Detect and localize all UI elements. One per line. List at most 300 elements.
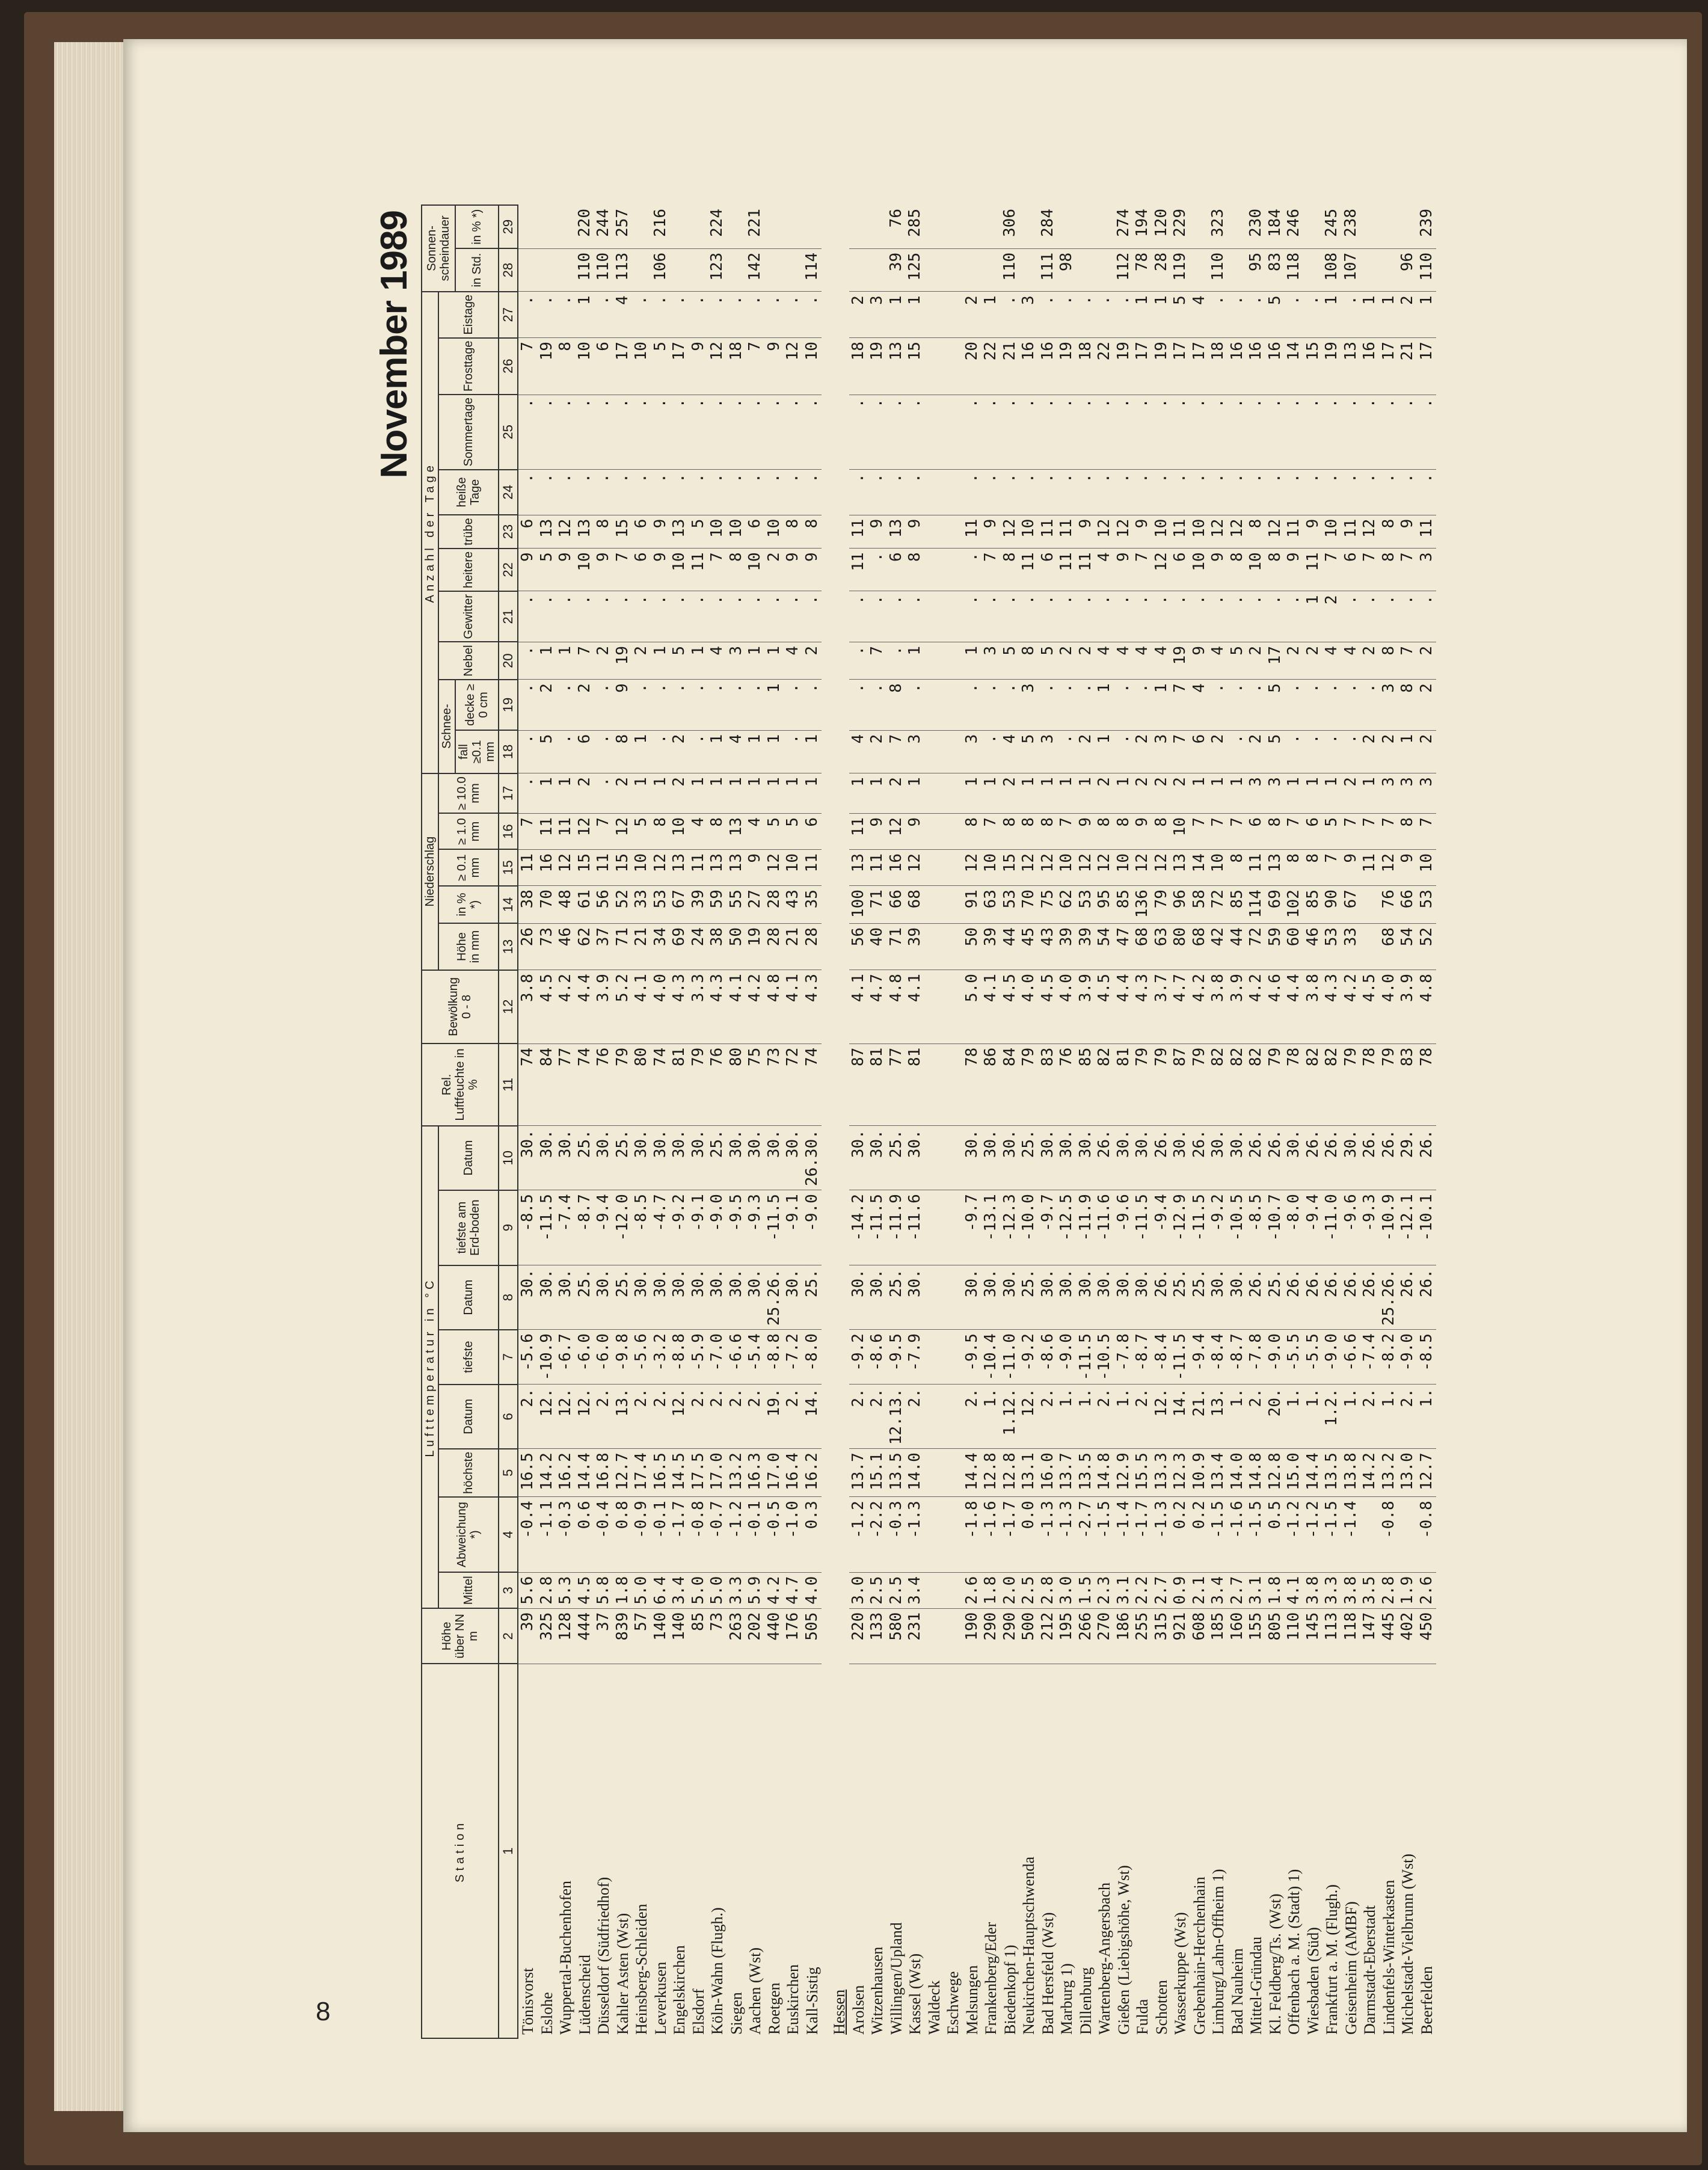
station-name: Kall-Sistig (803, 1967, 821, 2035)
table-row (906, 205, 925, 2038)
table-cell (925, 591, 944, 642)
table-cell: 13.4 (1209, 1449, 1228, 1497)
table-cell: 4.2 (556, 970, 576, 1044)
table-cell (556, 248, 576, 292)
table-cell: . (803, 470, 822, 515)
table-cell: 1.8 (613, 1572, 633, 1608)
table-cell: 8 (1039, 813, 1058, 849)
table-cell: -11.9 (887, 1190, 906, 1265)
table-cell: 118 (1342, 1608, 1361, 1664)
table-cell: 74 (803, 1044, 822, 1126)
table-cell: 13 (887, 515, 906, 549)
table-cell: 4.3 (1322, 970, 1342, 1044)
table-cell: 4.0 (1380, 970, 1399, 1044)
table-cell: 30. (538, 1265, 557, 1330)
table-cell: -8.5 (632, 1190, 651, 1265)
table-cell: . (1398, 395, 1418, 470)
table-cell: 9 (1190, 642, 1209, 679)
table-cell: 68 (1133, 923, 1152, 970)
table-cell: 79 (1190, 1044, 1209, 1126)
station-name: Lindenfels-Winterkasten (1380, 1880, 1398, 2035)
table-cell: 3 (1019, 680, 1039, 731)
table-cell: 84 (538, 1044, 557, 1126)
table-cell: 30. (1114, 1126, 1134, 1190)
table-cell (925, 886, 944, 924)
table-cell: 11 (1039, 515, 1058, 549)
table-cell: 9 (1133, 515, 1152, 549)
table-cell: 72 (1209, 886, 1228, 924)
table-cell: 0.2 (1171, 1497, 1190, 1572)
table-row (1001, 205, 1020, 2038)
table-cell: 1 (1152, 680, 1172, 731)
table-cell: . (1342, 680, 1361, 731)
table-cell: . (689, 470, 708, 515)
table-cell: 5 (689, 515, 708, 549)
table-cell: 12 (1114, 515, 1134, 549)
table-cell: . (1114, 292, 1134, 338)
table-cell: 4 (1209, 642, 1228, 679)
table-cell: 257 (613, 205, 633, 248)
table-cell: 34 (651, 923, 671, 970)
table-cell: -7.4 (556, 1190, 576, 1265)
table-cell: 30. (1209, 1126, 1228, 1190)
table-row (1209, 205, 1228, 2038)
table-cell: 4.5 (1039, 970, 1058, 1044)
table-cell: 15 (1304, 338, 1323, 395)
table-cell: 4.4 (1114, 970, 1134, 1044)
table-cell: 118 (1285, 248, 1304, 292)
table-cell: 10 (1247, 549, 1266, 591)
table-cell: . (1114, 470, 1134, 515)
table-cell: 10 (1209, 850, 1228, 886)
table-row (765, 205, 784, 2038)
table-cell: . (1228, 395, 1247, 470)
table-cell: . (803, 591, 822, 642)
table-cell: 14.2 (1360, 1449, 1380, 1497)
table-cell: 111 (1039, 248, 1058, 292)
table-cell: 9 (651, 549, 671, 591)
table-cell: 61 (576, 886, 595, 924)
table-cell: 244 (594, 205, 613, 248)
table-cell: 8 (1019, 642, 1039, 679)
col-frost: Frosttage (438, 338, 499, 395)
table-cell: 12. (1019, 1385, 1039, 1449)
table-cell: 8 (1152, 813, 1172, 849)
table-cell: 1 (708, 730, 727, 773)
table-cell: 5.0 (708, 1572, 727, 1608)
table-cell: 12 (1019, 850, 1039, 886)
table-cell: 3.8 (1304, 1572, 1323, 1608)
table-cell: 3.3 (1322, 1572, 1342, 1608)
station-name: Eslohe (538, 1992, 556, 2035)
table-cell: 30. (849, 1265, 868, 1330)
table-cell: 17 (1190, 338, 1209, 395)
table-cell (765, 205, 784, 248)
station-name: Darmstadt-Eberstadt (1361, 1905, 1378, 2035)
table-cell: 246 (1285, 205, 1304, 248)
table-cell: 120 (1152, 205, 1172, 248)
table-cell (518, 248, 538, 292)
table-cell: -7.8 (1247, 1330, 1266, 1385)
table-cell: 12 (1152, 850, 1172, 886)
table-cell (1360, 205, 1380, 248)
col-n01: ≥ 0.1 mm (438, 850, 499, 886)
table-cell: 4.7 (784, 1572, 803, 1608)
table-cell: 25. (576, 1265, 595, 1330)
table-row (868, 205, 887, 2038)
table-cell: -7.9 (906, 1330, 925, 1385)
table-cell: 839 (613, 1608, 633, 1664)
table-cell: 12. (670, 1385, 689, 1449)
table-cell: 77 (556, 1044, 576, 1126)
table-cell: 1 (1418, 292, 1437, 338)
table-cell: 9 (1398, 850, 1418, 886)
table-cell: . (906, 591, 925, 642)
table-row (963, 205, 982, 2038)
table-cell (1190, 205, 1209, 248)
table-cell: 30. (963, 1265, 982, 1330)
table-cell: 26. (1285, 1265, 1304, 1330)
table-cell: 9 (868, 515, 887, 549)
table-cell: 4 (1190, 680, 1209, 731)
table-cell: 13.3 (1152, 1449, 1172, 1497)
table-cell: -10.5 (1228, 1190, 1247, 1265)
table-cell: . (632, 292, 651, 338)
table-cell: -9.3 (1360, 1190, 1380, 1265)
table-cell: 4.1 (849, 970, 868, 1044)
table-cell: 2 (1285, 642, 1304, 679)
table-cell: 4 (784, 642, 803, 679)
table-cell: 50 (963, 923, 982, 970)
table-cell: 6 (803, 813, 822, 849)
table-cell: 1 (981, 292, 1001, 338)
table-cell: 9 (1304, 515, 1323, 549)
table-cell: -9.0 (1057, 1330, 1077, 1385)
table-cell: 8 (1001, 813, 1020, 849)
table-cell (944, 1572, 963, 1608)
table-cell: 5.6 (518, 1572, 538, 1608)
table-cell: 39 (518, 1608, 538, 1664)
table-cell: 15.5 (1133, 1449, 1152, 1497)
table-cell: 13 (1266, 850, 1285, 886)
column-number: 4 (499, 1497, 518, 1572)
table-cell: 7 (1171, 680, 1190, 731)
station-name: Biedenkopf 1) (1001, 1944, 1019, 2035)
table-cell: . (1190, 395, 1209, 470)
table-cell: 212 (1039, 1608, 1058, 1664)
table-cell: 5 (632, 813, 651, 849)
table-cell: . (784, 730, 803, 773)
table-cell: 71 (887, 923, 906, 970)
table-cell: 6 (1342, 549, 1361, 591)
table-cell: 5 (1266, 292, 1285, 338)
table-cell: 38 (518, 886, 538, 924)
table-cell: 11 (1342, 515, 1361, 549)
table-cell: . (556, 470, 576, 515)
table-cell: 62 (576, 923, 595, 970)
table-cell: -6.7 (556, 1330, 576, 1385)
table-cell: 9 (1285, 549, 1304, 591)
table-cell: 82 (1228, 1044, 1247, 1126)
table-row (689, 205, 708, 2038)
table-cell: . (689, 591, 708, 642)
table-cell: 13.1 (1019, 1449, 1039, 1497)
table-cell: 78 (1285, 1044, 1304, 1126)
table-cell: 1 (981, 773, 1001, 814)
table-cell: 290 (1001, 1608, 1020, 1664)
table-cell: . (1039, 680, 1058, 731)
table-cell: 16.0 (1039, 1449, 1058, 1497)
table-cell: 26. (1152, 1126, 1172, 1190)
table-cell: 9 (1209, 549, 1228, 591)
table-cell: . (963, 591, 982, 642)
table-cell: . (1360, 591, 1380, 642)
table-cell: 266 (1077, 1608, 1096, 1664)
table-cell: 16 (538, 850, 557, 886)
table-cell: . (906, 395, 925, 470)
table-cell: -9.0 (1398, 1330, 1418, 1385)
table-cell: . (727, 470, 746, 515)
table-cell: 2.8 (538, 1572, 557, 1608)
column-number: 6 (499, 1385, 518, 1449)
table-cell: 10 (1019, 515, 1039, 549)
table-cell: -1.6 (1228, 1497, 1247, 1572)
table-cell: 186 (1114, 1608, 1134, 1664)
table-cell: . (556, 730, 576, 773)
table-cell: 47 (1114, 923, 1134, 970)
table-cell: 110 (1001, 248, 1020, 292)
table-cell: 95 (1095, 886, 1114, 924)
table-cell: 79 (1380, 1044, 1399, 1126)
table-cell: 17 (1133, 338, 1152, 395)
station-name: Neukirchen-Hauptschwenda (1020, 1857, 1037, 2035)
col-n100: ≥ 10.0 mm (438, 773, 499, 814)
table-cell: . (1209, 470, 1228, 515)
table-cell: 3 (1152, 730, 1172, 773)
table-cell: . (576, 591, 595, 642)
table-cell: 1 (1304, 591, 1323, 642)
table-cell: 1. (1418, 1385, 1437, 1449)
table-cell: 3.8 (1209, 970, 1228, 1044)
table-cell: 1 (1228, 773, 1247, 814)
table-cell: 7 (708, 549, 727, 591)
table-cell: -9.4 (1304, 1190, 1323, 1265)
table-cell (925, 1449, 944, 1497)
table-cell: 4.8 (887, 970, 906, 1044)
table-cell: 1.9 (1398, 1572, 1418, 1608)
station-name: Wasserkuppe (Wst) (1172, 1912, 1189, 2035)
table-cell: 2 (1209, 730, 1228, 773)
table-cell: 26. (1380, 1126, 1399, 1190)
table-cell: 2. (727, 1385, 746, 1449)
table-cell (784, 248, 803, 292)
table-cell (1019, 205, 1039, 248)
table-cell: . (651, 470, 671, 515)
table-cell: 2. (1095, 1385, 1114, 1449)
table-cell: 7 (1322, 850, 1342, 886)
col-lufttemperatur: Lufttemperatur in °C (422, 1126, 438, 1608)
table-cell: . (518, 773, 538, 814)
table-cell: -8.4 (1209, 1330, 1228, 1385)
table-cell: 440 (765, 1608, 784, 1664)
table-cell: 30. (651, 1265, 671, 1330)
table-cell: 3.9 (1077, 970, 1096, 1044)
station-name: Melsungen (963, 1965, 981, 2035)
table-cell: . (887, 591, 906, 642)
table-cell: . (746, 395, 765, 470)
table-cell: 25. (1019, 1126, 1039, 1190)
table-cell: 9 (1077, 813, 1096, 849)
table-cell: 445 (1380, 1608, 1399, 1664)
table-cell: 9 (906, 515, 925, 549)
table-cell (925, 549, 944, 591)
table-cell: 79 (689, 1044, 708, 1126)
table-cell: 1 (708, 773, 727, 814)
station-name: Wartenberg-Angersbach (1096, 1883, 1113, 2035)
table-cell (944, 1497, 963, 1572)
table-cell (1360, 1497, 1380, 1572)
table-cell: 5 (1171, 292, 1190, 338)
table-cell: 30. (651, 1126, 671, 1190)
table-cell (944, 1449, 963, 1497)
table-cell: 2. (1247, 1385, 1266, 1449)
column-number: 21 (499, 591, 518, 642)
table-cell: 13.5 (1322, 1449, 1342, 1497)
table-cell: . (1285, 292, 1304, 338)
table-cell: 30. (632, 1265, 651, 1330)
table-cell (925, 1265, 944, 1330)
table-cell: . (1133, 395, 1152, 470)
table-cell: 1 (632, 730, 651, 773)
table-cell: 28 (765, 923, 784, 970)
table-cell: 402 (1398, 1608, 1418, 1664)
table-cell: 76 (1057, 1044, 1077, 1126)
table-cell: 12 (576, 813, 595, 849)
table-cell: 110 (1209, 248, 1228, 292)
column-number: 1 (499, 1664, 518, 2039)
table-cell (925, 515, 944, 549)
table-cell (925, 1190, 944, 1265)
table-cell: 10 (784, 850, 803, 886)
table-cell: 4.2 (765, 1572, 784, 1608)
table-cell: 35 (803, 886, 822, 924)
station-name: Frankenberg/Eder (982, 1922, 1000, 2035)
table-cell: 30. (727, 1126, 746, 1190)
table-cell: 21 (1398, 338, 1418, 395)
table-cell: 2.7 (1152, 1572, 1172, 1608)
table-cell: 3.8 (518, 970, 538, 1044)
table-cell: -11.6 (906, 1190, 925, 1265)
table-cell: 3.1 (1247, 1572, 1266, 1608)
table-cell: 11 (963, 515, 982, 549)
table-cell: 4.1 (981, 970, 1001, 1044)
table-cell: -9.6 (1342, 1190, 1361, 1265)
table-cell: 6 (746, 515, 765, 549)
table-cell: 12.9 (1114, 1449, 1134, 1497)
table-cell: . (1266, 395, 1285, 470)
table-cell: 15 (576, 850, 595, 886)
table-row (651, 205, 671, 2038)
table-cell: 19 (1171, 642, 1190, 679)
table-cell: 1 (1133, 292, 1152, 338)
station-name: Witzenhausen (868, 1946, 886, 2035)
table-cell: 2. (1360, 1385, 1380, 1449)
table-cell: . (765, 470, 784, 515)
table-cell: 30. (849, 1126, 868, 1190)
table-cell: . (1057, 591, 1077, 642)
table-cell: 5 (1039, 642, 1058, 679)
table-cell (963, 205, 982, 248)
table-cell: 12 (1266, 515, 1285, 549)
table-cell: 67 (670, 886, 689, 924)
table-body-nrw (518, 205, 822, 2038)
table-cell: 6 (576, 730, 595, 773)
table-cell: 2 (1247, 730, 1266, 773)
table-cell: 8 (594, 515, 613, 549)
table-cell: 323 (1209, 205, 1228, 248)
table-cell: 72 (784, 1044, 803, 1126)
table-cell: . (594, 470, 613, 515)
table-cell: 245 (1322, 205, 1342, 248)
col-station: Station (422, 1664, 499, 2039)
table-cell: 11 (689, 549, 708, 591)
table-cell: 13.5 (887, 1449, 906, 1497)
table-cell: -5.5 (1285, 1330, 1304, 1385)
table-cell: 6 (1247, 813, 1266, 849)
table-cell: 7 (981, 549, 1001, 591)
table-cell: 3.3 (689, 970, 708, 1044)
table-cell: 7 (1322, 549, 1342, 591)
table-cell: 4.3 (708, 970, 727, 1044)
table-cell: 4.5 (1360, 970, 1380, 1044)
table-cell: 1 (963, 642, 982, 679)
table-cell: 1.2. (1322, 1385, 1342, 1449)
table-cell: -11.5 (1077, 1330, 1096, 1385)
table-cell: 2.8 (1380, 1572, 1399, 1608)
table-cell: 2 (1077, 642, 1096, 679)
table-cell: . (1171, 591, 1190, 642)
table-cell: -11.5 (538, 1190, 557, 1265)
table-cell: 3.1 (1114, 1572, 1134, 1608)
table-cell (944, 515, 963, 549)
table-cell (538, 248, 557, 292)
table-cell: 608 (1190, 1608, 1209, 1664)
station-name: Heinsberg-Schleiden (633, 1904, 650, 2035)
column-number: 24 (499, 470, 518, 515)
col-sonnenschein: Sonnen-scheindauer (422, 205, 455, 292)
table-cell: 10 (1322, 515, 1342, 549)
table-cell: 26. (1360, 1126, 1380, 1190)
table-cell (925, 1497, 944, 1572)
table-cell: -8.6 (1039, 1330, 1058, 1385)
table-cell: -9.1 (689, 1190, 708, 1265)
table-cell: 14.2 (538, 1449, 557, 1497)
table-cell: 5 (1266, 680, 1285, 731)
table-cell: -0.4 (518, 1497, 538, 1572)
table-cell: 4.8 (765, 970, 784, 1044)
table-cell: 16 (1360, 338, 1380, 395)
table-cell: . (1077, 470, 1096, 515)
table-cell: -11.5 (1190, 1190, 1209, 1265)
table-cell: 4 (1322, 642, 1342, 679)
table-cell: 30. (727, 1265, 746, 1330)
col-niederschlag-pct: in % *) (438, 886, 499, 924)
table-cell: . (1001, 395, 1020, 470)
table-cell: 39 (906, 923, 925, 970)
table-cell: . (1133, 470, 1152, 515)
table-cell: 79 (1152, 886, 1172, 924)
table-cell: 42 (1209, 923, 1228, 970)
